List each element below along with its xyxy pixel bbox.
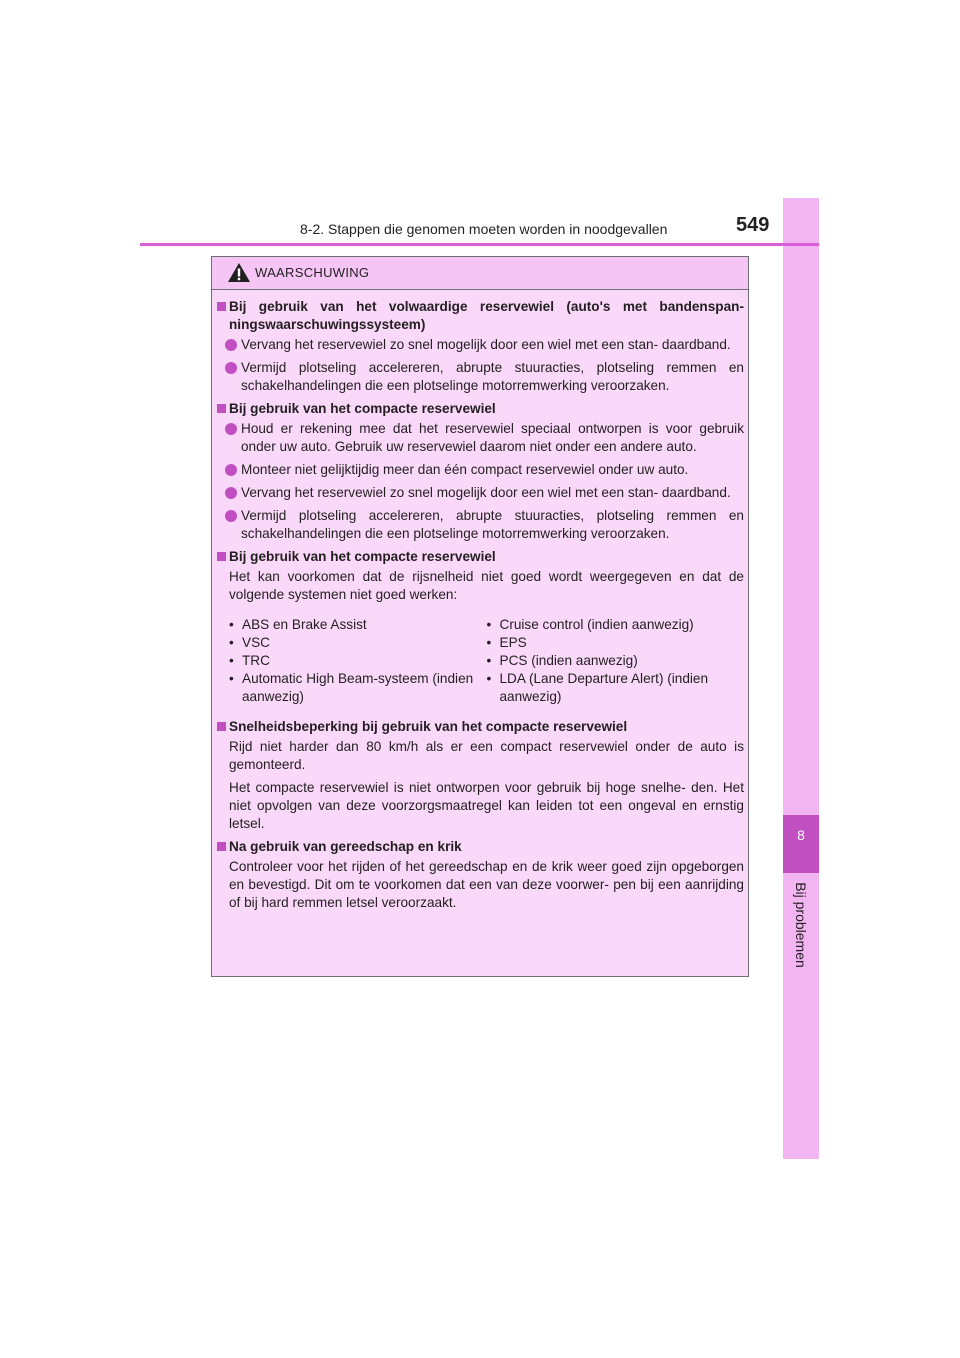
circle-bullet-icon bbox=[225, 362, 237, 374]
section-heading: Bij gebruik van het volwaardige reservewiel (auto's met bandenspan- ningswaarschuwingssysteem) bbox=[217, 298, 744, 334]
section-text: Controleer voor het rijden of het gereedschap en de krik weer goed zijn opgeborgen en bevestigd. Dit om te voorkomen dat een van deze voorwer- pen bij een aanrijding of bij hard remmen letsel veroorzaakt. bbox=[229, 859, 744, 910]
square-bullet-icon bbox=[217, 722, 226, 731]
list-item: • EPS bbox=[487, 634, 745, 652]
section-heading: Bij gebruik van het compacte reservewiel bbox=[217, 548, 744, 566]
circle-bullet-icon bbox=[225, 339, 237, 351]
systems-list bbox=[217, 616, 744, 706]
list-item: • ABS en Brake Assist bbox=[229, 616, 487, 634]
list-item: • Cruise control (indien aanwezig) bbox=[487, 616, 745, 634]
warning-triangle-icon bbox=[227, 262, 251, 283]
circle-bullet-icon bbox=[225, 510, 237, 522]
list-item: Vermijd plotseling accelereren, abrupte stuuracties, plotseling remmen en schakelhandelingen die een plotselinge motorremwerking veroorzaken. bbox=[217, 359, 744, 395]
list-item: • TRC bbox=[229, 652, 487, 670]
section-text: Rijd niet harder dan 80 km/h als er een compact reservewiel onder de auto is gemonteerd. bbox=[229, 739, 744, 772]
chapter-side-tab bbox=[783, 198, 819, 1159]
circle-bullet-icon bbox=[225, 464, 237, 476]
square-bullet-icon bbox=[217, 552, 226, 561]
list-item: • LDA (Lane Departure Alert) (indien aanwezig) bbox=[487, 670, 745, 706]
chapter-number-tab[interactable] bbox=[783, 815, 819, 873]
square-bullet-icon bbox=[217, 302, 226, 311]
section-title: 8-2. Stappen die genomen moeten worden in noodgevallen bbox=[300, 221, 668, 237]
square-bullet-icon bbox=[217, 404, 226, 413]
circle-bullet-icon bbox=[225, 487, 237, 499]
warning-header bbox=[212, 257, 748, 290]
section-heading: Snelheidsbeperking bij gebruik van het compacte reservewiel bbox=[217, 718, 744, 736]
list-item: • Automatic High Beam-systeem (indien aanwezig) bbox=[229, 670, 487, 706]
section-heading: Bij gebruik van het compacte reservewiel bbox=[217, 400, 744, 418]
section-heading: Na gebruik van gereedschap en krik bbox=[217, 838, 744, 856]
list-item: • PCS (indien aanwezig) bbox=[487, 652, 745, 670]
systems-list-left bbox=[229, 616, 487, 706]
list-item: Houd er rekening mee dat het reservewiel speciaal ontworpen is voor gebruik onder uw auto. Gebruik uw reservewiel daarom niet onder een andere auto. bbox=[217, 420, 744, 456]
chapter-number: 8 bbox=[797, 827, 805, 843]
list-item: Vervang het reservewiel zo snel mogelijk door een wiel met een stan- daardband. bbox=[217, 336, 744, 354]
warning-title: WAARSCHUWING bbox=[255, 265, 370, 280]
section-text: Het compacte reservewiel is niet ontworpen voor gebruik bij hoge snelhe- den. Het niet opvolgen van deze voorzorgsmaatregel kan leiden tot een ongeval en ernstig letsel. bbox=[229, 780, 744, 831]
list-item: Monteer niet gelijktijdig meer dan één compact reservewiel onder uw auto. bbox=[217, 461, 744, 479]
page-number: 549 bbox=[736, 214, 770, 236]
square-bullet-icon bbox=[217, 842, 226, 851]
warning-content bbox=[217, 298, 744, 917]
list-item: Vermijd plotseling accelereren, abrupte stuuracties, plotseling remmen en schakelhandelingen die een plotselinge motorremwerking veroorzaken. bbox=[217, 507, 744, 543]
circle-bullet-icon bbox=[225, 423, 237, 435]
chapter-label: Bij problemen bbox=[793, 882, 809, 968]
section-text: Het kan voorkomen dat de rijsnelheid niet goed wordt weergegeven en dat de volgende systemen niet goed werken: bbox=[229, 569, 744, 602]
list-item: • VSC bbox=[229, 634, 487, 652]
list-item: Vervang het reservewiel zo snel mogelijk door een wiel met een stan- daardband. bbox=[217, 484, 744, 502]
header-rule bbox=[140, 243, 819, 246]
systems-list-right bbox=[487, 616, 745, 706]
